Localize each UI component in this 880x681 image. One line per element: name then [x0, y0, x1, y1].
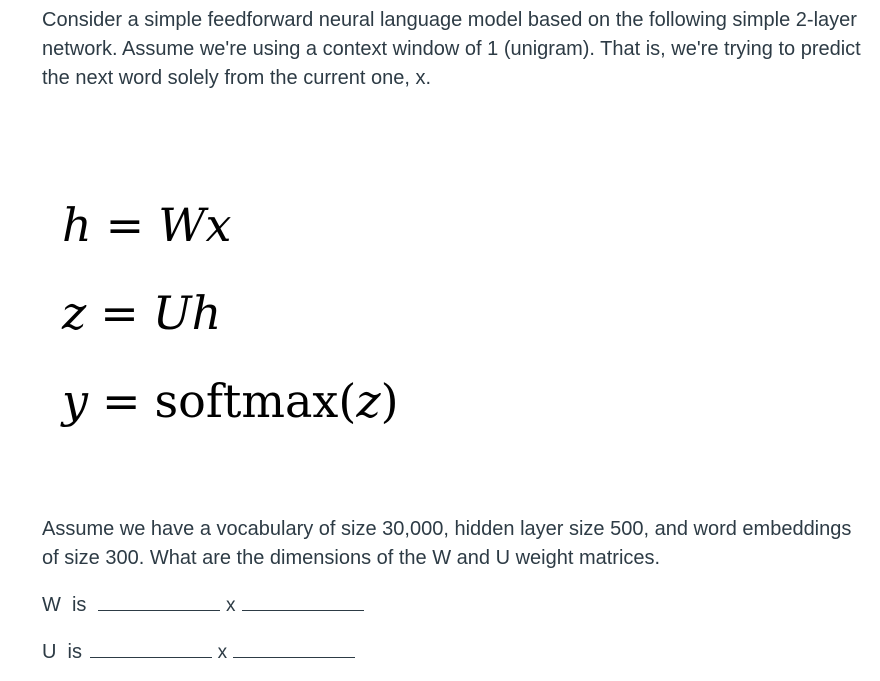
eq-matrix: W	[158, 198, 206, 252]
problem-intro: Consider a simple feedforward neural language model based on the following simple 2-layer network. Assume we're using a context window of 1 (unigram). That is, we're trying to predict the next word solely from the current one, x.	[42, 9, 861, 89]
answer-row-w	[42, 592, 364, 619]
u-rows-blank[interactable]	[90, 639, 212, 658]
eq-matrix: U	[152, 286, 192, 340]
times-symbol: x	[217, 642, 228, 663]
eq-vector: x	[205, 198, 232, 252]
answer-label: U is	[42, 641, 82, 663]
eq-vector: h	[191, 286, 222, 340]
w-rows-blank[interactable]	[98, 592, 220, 611]
equation-hidden	[62, 195, 231, 255]
eq-lhs: y	[62, 374, 88, 428]
eq-sign: =	[102, 374, 141, 428]
answer-row-u	[42, 639, 355, 666]
eq-sign: =	[100, 286, 139, 340]
eq-lhs: z	[62, 286, 87, 340]
equation-softmax	[62, 371, 399, 431]
eq-argument: z	[356, 374, 381, 428]
eq-function: softmax	[154, 374, 339, 428]
eq-close-paren: )	[380, 374, 399, 428]
answer-label: W is	[42, 594, 87, 616]
eq-lhs: h	[62, 198, 92, 252]
equation-output	[62, 283, 221, 343]
u-cols-blank[interactable]	[233, 639, 355, 658]
eq-sign: =	[105, 198, 145, 252]
times-symbol: x	[226, 595, 236, 616]
eq-open-paren: (	[338, 374, 357, 428]
question-text: Assume we have a vocabulary of size 30,000, hidden layer size 500, and word embeddings of size 300. What are the dimensions of the W and U weight matrices.	[42, 518, 852, 569]
w-cols-blank[interactable]	[242, 592, 364, 611]
